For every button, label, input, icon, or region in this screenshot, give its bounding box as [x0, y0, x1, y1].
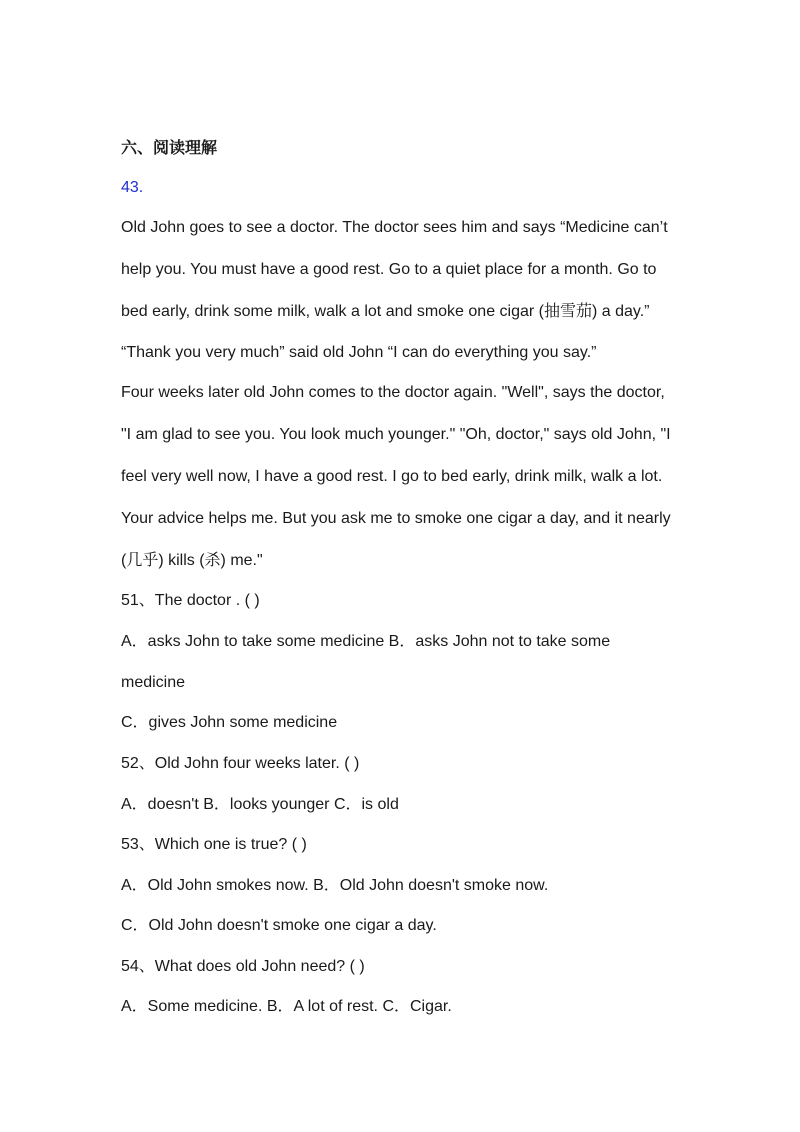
passage-line: (几乎) kills (杀) me." — [121, 552, 263, 569]
passage-line: "I am glad to see you. You look much younger." "Oh, doctor," says old John, "I — [121, 426, 671, 443]
section-heading: 六、阅读理解 — [121, 140, 218, 157]
question-options: C．gives John some medicine — [121, 714, 338, 731]
passage-line: help you. You must have a good rest. Go to a quiet place for a month. Go to — [121, 261, 657, 278]
passage-line: feel very well now, I have a good rest. I go to bed early, drink milk, walk a lot. — [121, 468, 663, 485]
passage-line: “Thank you very much” said old John “I can do everything you say.” — [121, 344, 597, 361]
passage-line: Four weeks later old John comes to the doctor again. "Well", says the doctor, — [121, 384, 665, 401]
passage-line: bed early, drink some milk, walk a lot and smoke one cigar (抽雪茄) a day.” — [121, 303, 650, 320]
question-number: 43. — [121, 179, 144, 196]
passage-line: Old John goes to see a doctor. The doctor sees him and says “Medicine can’t — [121, 219, 668, 236]
question-options: A．Old John smokes now. B．Old John doesn't smoke now. — [121, 877, 549, 894]
question-options: A．Some medicine. B．A lot of rest. C．Cigar. — [121, 998, 452, 1015]
question-options: A．asks John to take some medicine B．asks John not to take some — [121, 633, 611, 650]
question-stem: 53、Which one is true? ( ) — [121, 836, 307, 853]
question-options: A．doesn't B．looks younger C．is old — [121, 796, 399, 813]
question-stem: 54、What does old John need? ( ) — [121, 958, 365, 975]
question-stem: 52、Old John four weeks later. ( ) — [121, 755, 360, 772]
question-options: C．Old John doesn't smoke one cigar a day. — [121, 917, 437, 934]
passage-line: Your advice helps me. But you ask me to smoke one cigar a day, and it nearly — [121, 510, 671, 527]
question-options: medicine — [121, 674, 186, 691]
question-stem: 51、The doctor . ( ) — [121, 592, 260, 609]
